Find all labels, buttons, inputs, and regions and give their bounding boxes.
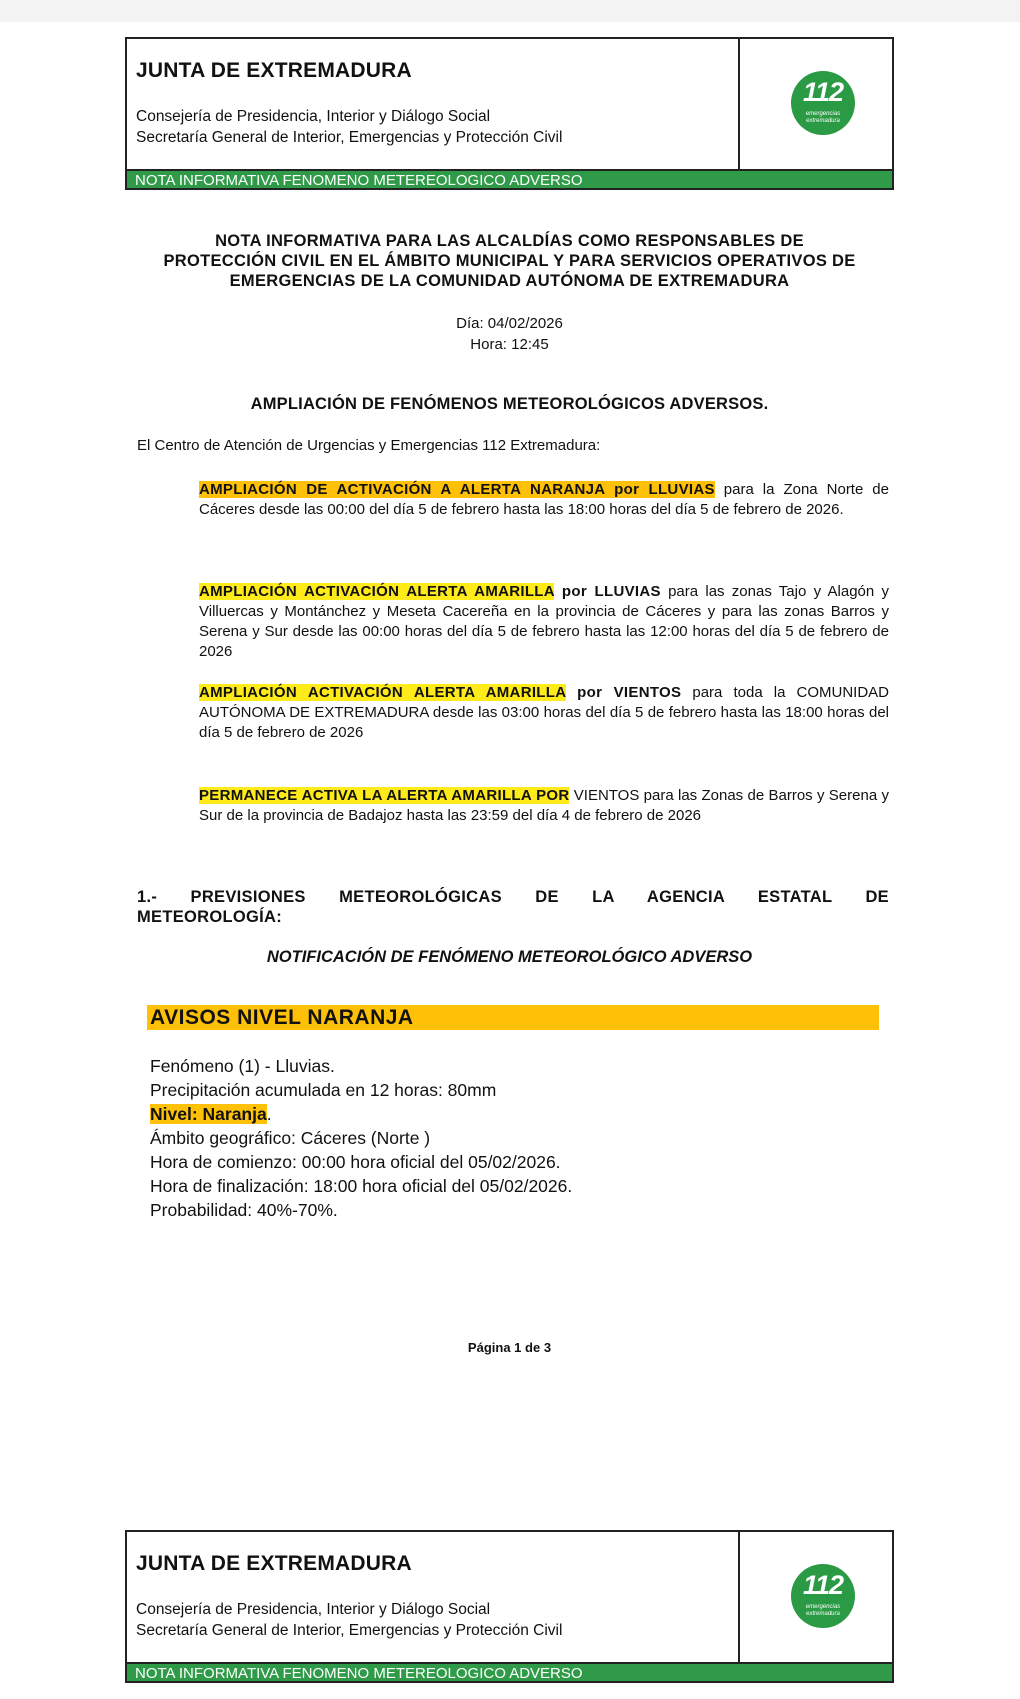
detail-area: Ámbito geográfico: Cáceres (Norte ) [150, 1128, 431, 1148]
pager-total: 3 [543, 1340, 552, 1355]
title-line-1: NOTA INFORMATIVA PARA LAS ALCALDÍAS COMO RESPONSABLES DE [215, 232, 804, 250]
intro-text: El Centro de Atención de Urgencias y Emergencias 112 Extremadura: [137, 437, 601, 454]
logo-subtext [791, 111, 855, 125]
alert-highlight: AMPLIACIÓN ACTIVACIÓN ALERTA AMARILLA [199, 684, 566, 701]
alert-highlight: AMPLIACIÓN ACTIVACIÓN ALERTA AMARILLA [199, 583, 555, 600]
header-ministry: Consejería de Presidencia, Interior y Diálogo Social [136, 1601, 491, 1618]
notification-title: NOTIFICACIÓN DE FENÓMENO METEOROLÓGICO ADVERSO [266, 948, 753, 966]
emergency-112-logo-icon [791, 1564, 855, 1628]
level-end: . [266, 1104, 272, 1124]
header-band: NOTA INFORMATIVA FENOMENO METEREOLOGICO ADVERSO [127, 169, 892, 188]
alert-text: para las zonas Tajo y Alagón y Villuercas y Montánchez y Meseta Cacereña en la provincia de Cáceres y para las zonas Barros y Serena y Sur desde las 00:00 horas del día 5 de febrero hasta las 12:00 horas del día 5 de febrero de 2026 [199, 583, 889, 660]
header-secretariat: Secretaría General de Interior, Emergencias y Protección Civil [136, 1622, 563, 1639]
alert-bold: por LLUVIAS [554, 583, 661, 600]
title-line-3: EMERGENCIAS DE LA COMUNIDAD AUTÓNOMA DE EXTREMADURA [229, 272, 790, 290]
page-header [125, 37, 894, 190]
alert-text: para la Zona Norte de Cáceres desde las 00:00 del día 5 de febrero hasta las 18:00 horas del día 5 de febrero de 2026. [199, 481, 889, 518]
level-highlight: Nivel: Naranja [150, 1104, 267, 1124]
section-subtitle: AMPLIACIÓN DE FENÓMENOS METEOROLÓGICOS ADVERSOS. [250, 395, 769, 413]
alert-paragraph [199, 786, 889, 826]
pager-current: 1 [514, 1340, 522, 1355]
page-number [125, 1340, 894, 1355]
alert-paragraph [199, 582, 889, 662]
alert-paragraph [199, 480, 889, 520]
logo-number: 112 [802, 1570, 844, 1600]
detail-precipitation: Precipitación acumulada en 12 horas: 80mm [150, 1080, 497, 1100]
alert-text: VIENTOS para las Zonas de Barros y Serena y Sur de la provincia de Badajoz hasta las 23:59 del día 4 de febrero de 2026 [199, 787, 889, 824]
detail-start: Hora de comienzo: 00:00 hora oficial del 05/02/2026. [150, 1152, 561, 1172]
alert-text: para toda la COMUNIDAD AUTÓNOMA DE EXTREMADURA desde las 03:00 horas del día 5 de febrero hasta las 18:00 horas del día 5 de febrero de 2026 [199, 684, 889, 741]
alert-highlight: PERMANECE ACTIVA LA ALERTA AMARILLA POR [199, 787, 570, 804]
alert-highlight: AMPLIACIÓN DE ACTIVACIÓN A ALERTA NARANJA por LLUVIAS [199, 481, 715, 498]
header-ministry: Consejería de Presidencia, Interior y Diálogo Social [136, 108, 491, 125]
page-header [125, 1530, 894, 1683]
section-heading: 1.- PREVISIONES METEOROLÓGICAS DE LA AGENCIA ESTATAL DE METEOROLOGÍA: [137, 888, 889, 926]
pager-of: de [525, 1340, 541, 1355]
header-band: NOTA INFORMATIVA FENOMENO METEREOLOGICO ADVERSO [127, 1662, 892, 1681]
logo-sub1: emergencias [805, 111, 841, 117]
title-line-2: PROTECCIÓN CIVIL EN EL ÁMBITO MUNICIPAL Y PARA SERVICIOS OPERATIVOS DE [163, 252, 856, 270]
header-org: JUNTA DE EXTREMADURA [136, 59, 412, 82]
detail-fenomeno: Fenómeno (1) - Lluvias. [150, 1056, 335, 1076]
header-left-cell [127, 39, 740, 169]
avisos-level-bar: AVISOS NIVEL NARANJA [147, 1005, 879, 1030]
header-secretariat: Secretaría General de Interior, Emergencias y Protección Civil [136, 129, 563, 146]
detail-level [150, 1102, 272, 1126]
alert-paragraph [199, 683, 889, 743]
issue-time: Hora: 12:45 [470, 336, 549, 353]
logo-sub2: extremadura [806, 118, 840, 124]
emergency-112-logo-icon [791, 71, 855, 135]
detail-end: Hora de finalización: 18:00 hora oficial del 05/02/2026. [150, 1176, 573, 1196]
logo-number: 112 [802, 77, 844, 107]
logo-subtext [791, 1604, 855, 1618]
logo-sub2: extremadura [806, 1611, 840, 1617]
issue-datetime [125, 313, 894, 355]
logo-sub1: emergencias [805, 1604, 841, 1610]
pager-label: Página [467, 1340, 511, 1355]
alert-bold: por VIENTOS [565, 684, 682, 701]
top-margin [0, 0, 1020, 22]
issue-date: Día: 04/02/2026 [456, 315, 563, 332]
header-left-cell [127, 1532, 740, 1662]
header-org: JUNTA DE EXTREMADURA [136, 1552, 412, 1575]
detail-probability: Probabilidad: 40%-70%. [150, 1200, 338, 1220]
document-title [125, 231, 894, 291]
